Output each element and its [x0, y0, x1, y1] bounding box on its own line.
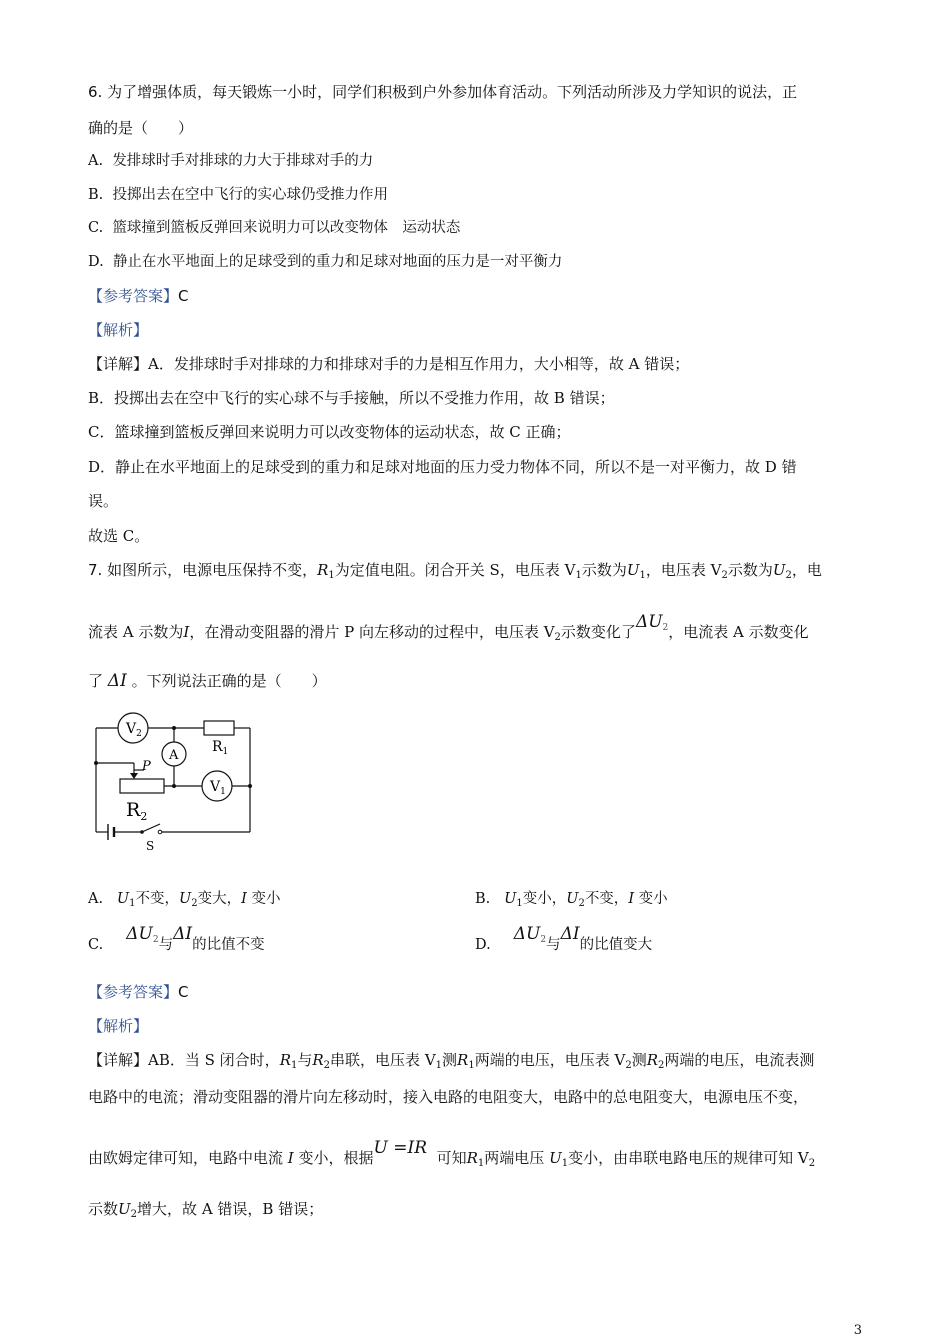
answer-value: C: [178, 983, 189, 1001]
q7-detail-line3: 由欧姆定律可知，电路中电流 I 变小，根据U =IR 可知$R_1$两端电压 $U_1$变小，由串联电路电压的规律可知 $V_2$: [88, 1138, 816, 1169]
q6-detail-c: C．篮球撞到篮板反弹回来说明力可以改变物体的运动状态，故 C 正确；: [88, 423, 571, 441]
r1-label: $R_1$: [212, 739, 229, 757]
q6-number: 6.: [88, 83, 103, 101]
delta-u2-formula: $\Delta U_2$: [635, 612, 669, 633]
q7-stem-line3: 了 ΔI 。下列说法正确的是（ ）: [88, 671, 327, 691]
q7-stem-line1: 7. 如图所示，电源电压保持不变，$R_1$为定值电阻。闭合开关 S，电压表 $V_1$示数为$U_1$，电压表 $V_2$示数为$U_2$，电: [88, 561, 822, 581]
r1-resistor: [204, 721, 234, 735]
q6-detail-d-line2: 误。: [88, 492, 119, 510]
detail-tag: 【详解】: [88, 355, 149, 373]
q7-detail-line1: 【详解】AB．当 S 闭合时，$R_1$与$R_2$串联，电压表 $V_1$测$R_1$两端的电压，电压表 $V_2$测$R_2$两端的电压，电流表测: [88, 1051, 815, 1071]
s-label: S: [146, 839, 155, 853]
q6-detail-d-line1: D．静止在水平地面上的足球受到的重力和足球对地面的压力受力物体不同，所以不是一对平衡力，故 D 错: [88, 458, 797, 476]
p-label: P: [142, 759, 151, 774]
q6-option-c: C. 篮球撞到篮板反弹回来说明力可以改变物体 运动状态: [88, 220, 461, 236]
q6-detail-b: B．投掷出去在空中飞行的实心球不与手接触，所以不受推力作用，故 B 错误；: [88, 389, 615, 407]
q6-detail-a: 【详解】A．发排球时手对排球的力和排球对手的力是相互作用力，大小相等，故 A 错误；: [88, 355, 690, 373]
delta-i-formula: ΔI: [107, 671, 127, 691]
q7-stem-line2: 流表 A 示数为I，在滑动变阻器的滑片 P 向左移动的过程中，电压表 $V_2$示数变化了$\Delta U_2$，电流表 A 示数变化: [88, 612, 809, 643]
q7-answer: [88, 982, 189, 1002]
a-label: A: [169, 748, 179, 763]
q7-option-b: B. $U_1$变小，$U_2$不变，I 变小: [475, 891, 668, 909]
q7-option-c: C. $\Delta U_2$与ΔI的比值不变: [88, 924, 265, 953]
page-number: 3: [853, 1323, 862, 1338]
circuit-diagram: [88, 708, 268, 856]
q7-analysis-tag: 【解析】: [88, 1017, 149, 1035]
q7-option-a: A. $U_1$不变，$U_2$变大，I 变小: [88, 891, 281, 909]
q6-option-d: D. 静止在水平地面上的足球受到的重力和足球对地面的压力是一对平衡力: [88, 254, 563, 270]
q6-option-a: A. 发排球时手对排球的力大于排球对手的力: [88, 153, 374, 169]
v2-label: $V_2$: [126, 721, 142, 739]
q6-stem-line1: 6. 为了增强体质，每天锻炼一小时，同学们积极到户外参加体育活动。下列活动所涉及力学知识的说法，正: [88, 83, 798, 101]
q6-answer: [88, 286, 189, 306]
r2-rheostat: [120, 779, 164, 793]
detail-tag: 【详解】: [88, 1051, 149, 1069]
r2-label: $R_2$: [126, 799, 148, 823]
v1-label: $V_1$: [210, 779, 226, 797]
answer-value: C: [178, 287, 189, 305]
q6-stem-line2: 确的是（ ）: [88, 119, 194, 137]
q7-option-d: D. $\Delta U_2$与ΔI的比值变大: [475, 924, 653, 953]
q6-analysis-tag: 【解析】: [88, 321, 149, 339]
ohm-law-formula: U =IR: [373, 1138, 428, 1158]
q6-conclusion: 故选 C。: [88, 527, 150, 545]
q7-detail-line4: 示数$U_2$增大，故 A 错误，B 错误；: [88, 1200, 324, 1220]
answer-tag: 【参考答案】: [88, 983, 179, 1001]
q7-detail-line2: 电路中的电流；滑动变阻器的滑片向左移动时，接入电路的电阻变大，电路中的总电阻变大，电源电压不变，: [88, 1088, 809, 1106]
q6-option-b: B. 投掷出去在空中飞行的实心球仍受推力作用: [88, 187, 388, 203]
answer-tag: 【参考答案】: [88, 287, 179, 305]
q7-number: 7.: [88, 561, 103, 579]
